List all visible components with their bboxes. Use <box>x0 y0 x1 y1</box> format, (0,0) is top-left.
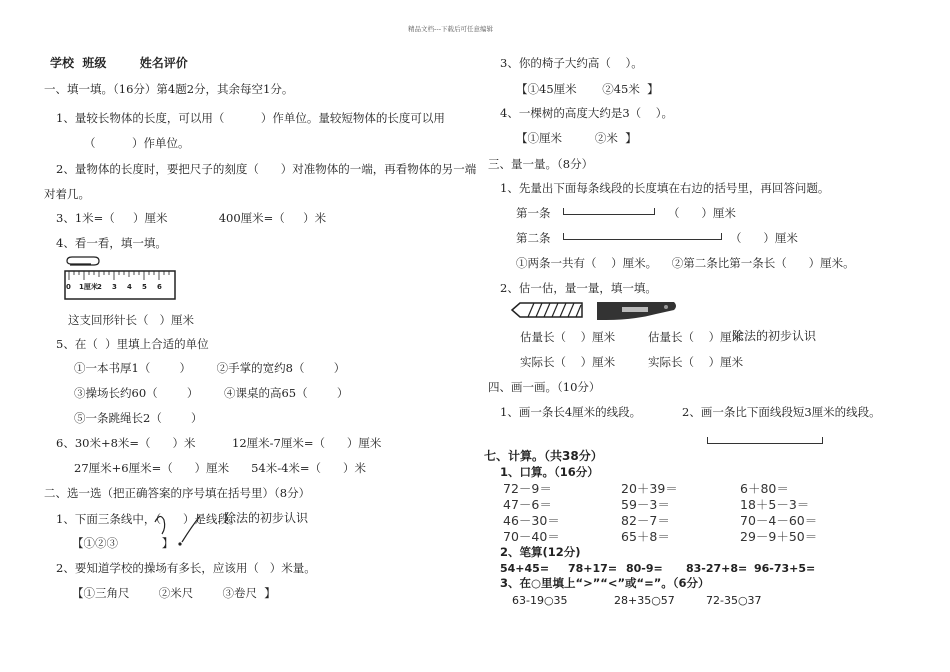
oral-2-3: 18＋5－3＝ <box>740 497 810 512</box>
question-5: 5、在（ ）里填上合适的单位 <box>56 337 209 351</box>
handwritten-note-2: 除法的初步认识 <box>732 329 817 343</box>
question-5-row-3: ⑤一条跳绳长2（ ） <box>74 411 203 425</box>
section-1-heading: 一、填一填。（16分）第4题2分，其余每空1分。 <box>44 82 294 96</box>
select-question-3: 3、你的椅子大约高（ ）。 <box>500 56 643 70</box>
paperclip-icon <box>64 256 176 300</box>
section-4-heading: 四、画一画。（10分） <box>488 380 601 394</box>
handwritten-note-1: 除法的初步认识 <box>224 511 309 525</box>
written-2: 78+17= <box>568 562 618 575</box>
document-header: 精品文档---下载后可任意编辑 <box>408 25 494 33</box>
written-4: 83-27+8= <box>686 562 748 575</box>
section-2-heading: 二、选一选（把正确答案的序号填在括号里）（8分） <box>44 486 311 500</box>
select-question-4-options: 【①厘米 ②米 】 <box>516 131 637 145</box>
oral-4-1: 70－40＝ <box>503 529 560 544</box>
estimate-2: 估量长（ ）厘米 <box>648 330 744 344</box>
segment-2 <box>563 233 722 240</box>
question-4-answer: 这支回形针长（ ）厘米 <box>68 313 194 327</box>
question-1-line-b: （ ）作单位。 <box>84 136 190 150</box>
written-3: 80-9= <box>626 562 663 575</box>
oral-3-1: 46－30＝ <box>503 513 560 528</box>
oral-1-2: 20＋39＝ <box>621 481 678 496</box>
question-2-line-a: 2、量物体的长度时，要把尺子的刻度（ ）对准物体的一端，再看物体的另一端 <box>56 162 477 176</box>
oral-calc-title: 1、口算。（16分） <box>500 465 599 479</box>
ruler-label-6: 6 <box>157 283 162 291</box>
ruler-label-1: 1厘米 <box>79 283 98 291</box>
oral-1-3: 6＋80＝ <box>740 481 789 496</box>
pencil-case-icon <box>594 298 680 324</box>
oral-2-2: 59－3＝ <box>621 497 670 512</box>
measure-question-2: 2、估一估，量一量，填一填。 <box>500 281 657 295</box>
question-4: 4、看一看，填一填。 <box>56 236 167 250</box>
question-3: 3、1米=（ ）厘米 400厘米=（ ）米 <box>56 211 327 225</box>
draw-question-1: 1、画一条长4厘米的线段。 <box>500 405 642 419</box>
line-1-blank: （ ）厘米 <box>668 206 736 220</box>
section-7-heading: 七、计算。（共38分） <box>484 449 603 463</box>
line-1-label: 第一条 <box>516 206 551 220</box>
ruler-label-3: 3 <box>112 283 117 291</box>
written-5: 96-73+5= <box>754 562 816 575</box>
select-question-3-options: 【①45厘米 ②45米 】 <box>516 82 659 96</box>
ruler-label-4: 4 <box>127 283 132 291</box>
question-1-line-a: 1、量较长物体的长度，可以用（ ）作单位。量较短物体的长度可以用 <box>56 111 445 125</box>
ruler-illustration <box>64 256 176 300</box>
ruler-label-5: 5 <box>142 283 147 291</box>
line-2-blank: （ ）厘米 <box>730 231 798 245</box>
oral-1-1: 72－9＝ <box>503 481 552 496</box>
compare-2: 28+35○57 <box>614 594 675 607</box>
select-question-1-options: 【①②③ 】 <box>72 536 174 550</box>
measure-question-1: 1、先量出下面每条线段的长度填在右边的括号里，再回答问题。 <box>500 181 830 195</box>
question-5-row-1: ①一本书厚1（ ） ②手掌的宽约8（ ） <box>74 361 346 375</box>
written-1: 54+45= <box>500 562 550 575</box>
select-question-2-options: 【①三角尺 ②米尺 ③卷尺 】 <box>72 586 276 600</box>
actual-2: 实际长（ ）厘米 <box>648 355 744 369</box>
oral-4-2: 65＋8＝ <box>621 529 670 544</box>
question-6-row-2: 27厘米+6厘米=（ ）厘米 54米-4米=（ ）米 <box>74 461 366 475</box>
oral-3-3: 70－4－60＝ <box>740 513 818 528</box>
segment-3 <box>707 437 823 444</box>
compare-1: 63-19○35 <box>512 594 568 607</box>
compare-title: 3、在○里填上“>”“<”或“=”。（6分） <box>500 576 710 590</box>
segment-1 <box>563 208 655 215</box>
ruler-label-2: 2 <box>97 283 102 291</box>
pencil-icon <box>510 300 586 322</box>
measure-question-1-sub: ①两条一共有（ ）厘米。 ②第二条比第一条长（ ）厘米。 <box>516 256 855 270</box>
school-class-name-line: 学校 班级 姓名评价 <box>50 56 188 70</box>
question-5-row-2: ③操场长约60（ ） ④课桌的高65（ ） <box>74 386 349 400</box>
oral-4-3: 29－9＋50＝ <box>740 529 818 544</box>
actual-1: 实际长（ ）厘米 <box>520 355 616 369</box>
section-3-heading: 三、量一量。（8分） <box>488 157 594 171</box>
question-6-row-1: 6、30米+8米=（ ）米 12厘米-7厘米=（ ）厘米 <box>56 436 382 450</box>
line-2-label: 第二条 <box>516 231 551 245</box>
oral-3-2: 82－7＝ <box>621 513 670 528</box>
select-question-1: 1、下面三条线中，（ ）是线段。 <box>56 512 241 526</box>
select-question-2: 2、要知道学校的操场有多长，应该用（ ）米量。 <box>56 561 316 575</box>
compare-3: 72-35○37 <box>706 594 762 607</box>
oral-2-1: 47－6＝ <box>503 497 552 512</box>
written-calc-title: 2、笔算(12分) <box>500 545 581 559</box>
select-question-4: 4、一棵树的高度大约是3（ ）。 <box>500 106 674 120</box>
ruler-label-0: 0 <box>66 283 71 291</box>
draw-question-2: 2、画一条比下面线段短3厘米的线段。 <box>682 405 881 419</box>
question-2-line-b: 对着几。 <box>44 187 90 201</box>
estimate-1: 估量长（ ）厘米 <box>520 330 616 344</box>
